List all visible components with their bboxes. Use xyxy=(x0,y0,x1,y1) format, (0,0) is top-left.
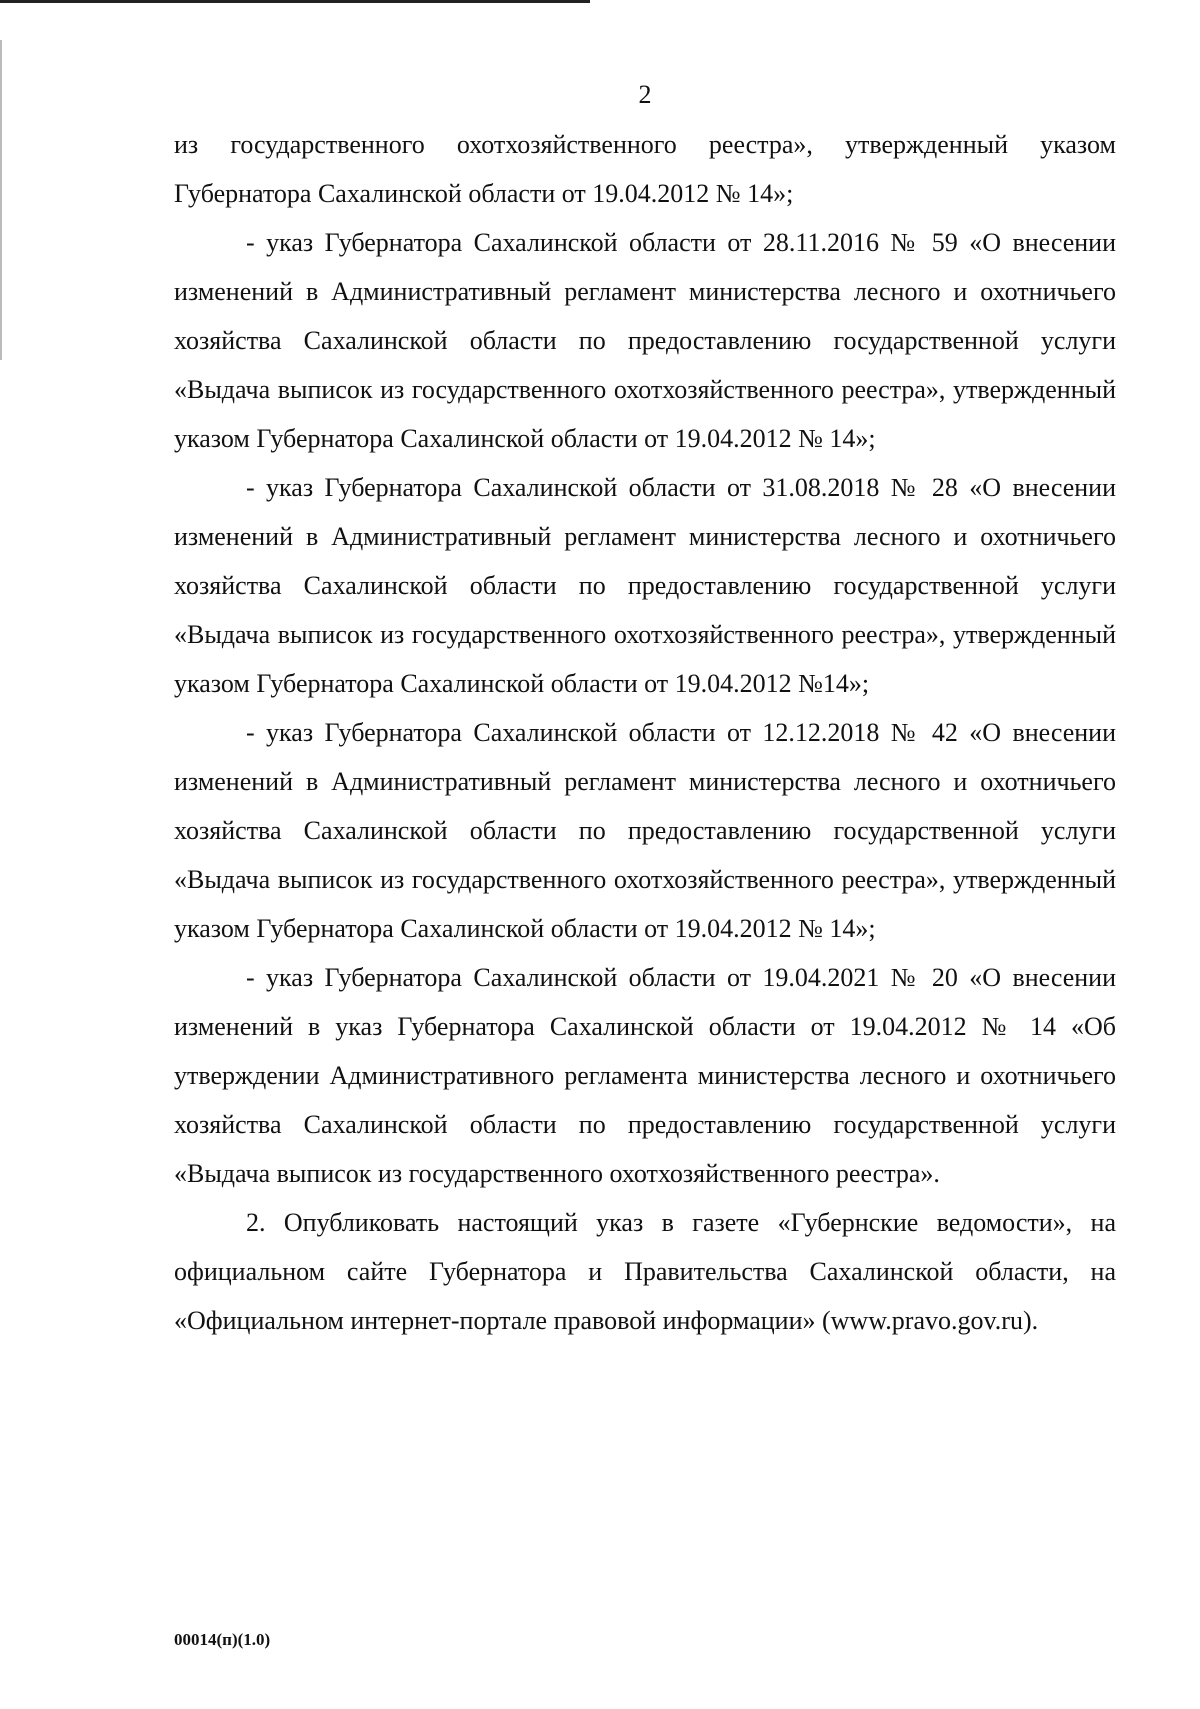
paragraph-3: - указ Губернатора Сахалинской области от 31.08.2018 № 28 «О внесении изменений в Административный регламент министерства лесного и охотничьего хозяйства Сахалинской области по предоставлению государственной услуги «Выдача выписок из государственного охотхозяйственного реестра», утвержденный указом Губернатора Сахалинской области от 19.04.2012 №14»; xyxy=(174,473,1116,698)
paragraph-2: - указ Губернатора Сахалинской области от 28.11.2016 № 59 «О внесении изменений в Административный регламент министерства лесного и охотничьего хозяйства Сахалинской области по предоставлению государственной услуги «Выдача выписок из государственного охотхозяйственного реестра», утвержденный указом Губернатора Сахалинской области от 19.04.2012 № 14»; xyxy=(174,228,1116,453)
paragraph-5: - указ Губернатора Сахалинской области от 19.04.2021 № 20 «О внесении изменений в указ Губернатора Сахалинской области от 19.04.2012 № 14 «Об утверждении Административного регламента министерства лесного и охотничьего хозяйства Сахалинской области по предоставлению государственной услуги «Выдача выписок из государственного охотхозяйственного реестра». xyxy=(174,963,1116,1188)
scan-edge-line xyxy=(0,0,590,3)
paragraph-1: из государственного охотхозяйственного реестра», утвержденный указом Губернатора Сахалинской области от 19.04.2012 № 14»; xyxy=(174,130,1116,208)
paragraph-4: - указ Губернатора Сахалинской области от 12.12.2018 № 42 «О внесении изменений в Административный регламент министерства лесного и охотничьего хозяйства Сахалинской области по предоставлению государственной услуги «Выдача выписок из государственного охотхозяйственного реестра», утвержденный указом Губернатора Сахалинской области от 19.04.2012 № 14»; xyxy=(174,718,1116,943)
document-body xyxy=(174,120,1116,1345)
footer-form-code: 00014(п)(1.0) xyxy=(174,1630,271,1649)
paragraph-6: 2. Опубликовать настоящий указ в газете «Губернские ведомости», на официальном сайте Губернатора и Правительства Сахалинской области, на «Официальном интернет-портале правовой информации» (www.pravo.gov.ru). xyxy=(174,1208,1116,1335)
page-number: 2 xyxy=(638,80,652,109)
